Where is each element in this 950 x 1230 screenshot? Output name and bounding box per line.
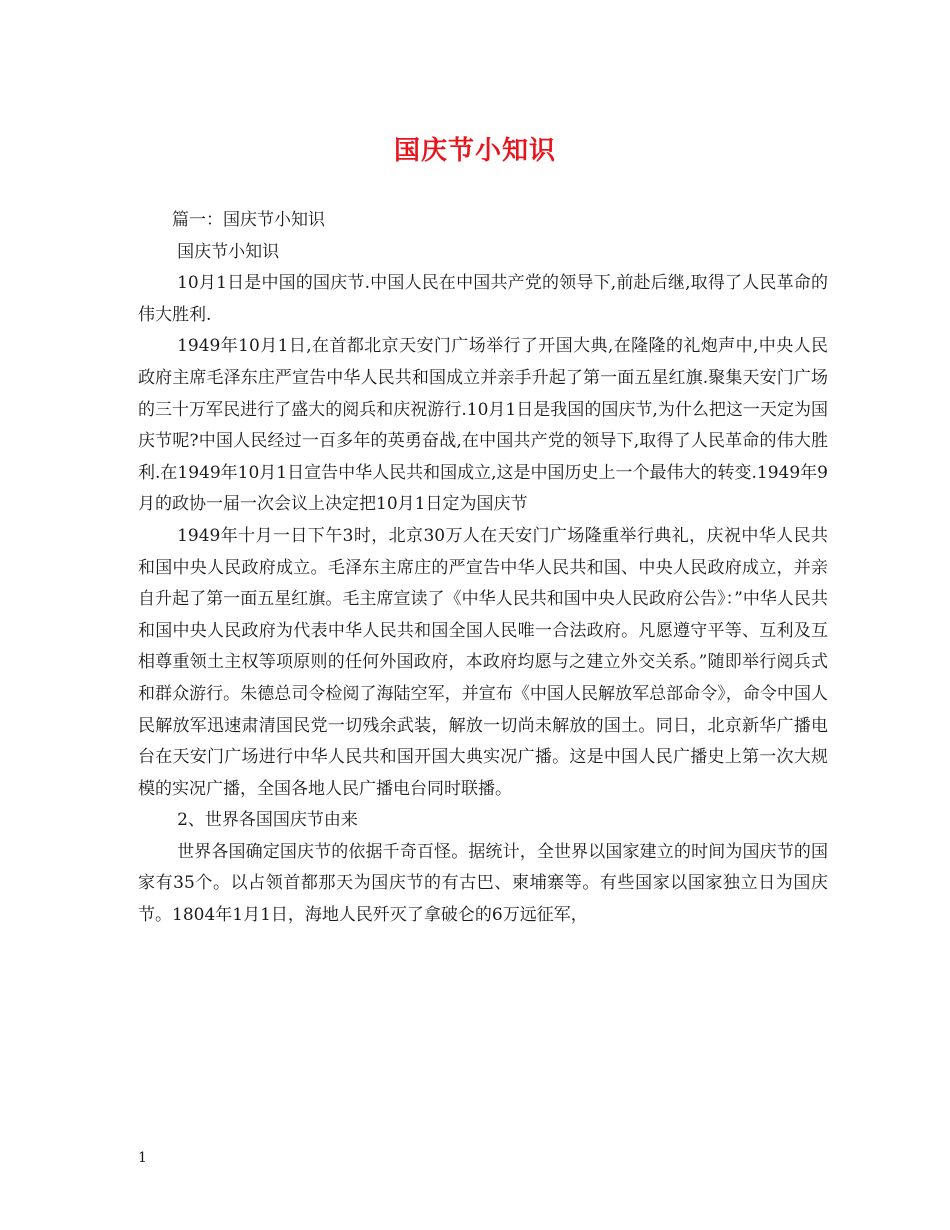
page-number: 1 [138, 1150, 147, 1166]
body-paragraph: 世界各国确定国庆节的依据千奇百怪。据统计，全世界以国家建立的时间为国庆节的国家有35个。以占领首都那天为国庆节的有古巴、柬埔寨等。有些国家以国家独立日为国庆节。1804年1月1日，海地人民歼灭了拿破仑的6万远征军， [138, 841, 828, 926]
body-paragraph: 1949年十月一日下午3时，北京30万人在天安门广场隆重举行典礼，庆祝中华人民共和国中央人民政府成立。毛泽东主席庄的严宣告中华人民共和国、中央人民政府成立，并亲自升起了第一面五星红旗。毛主席宣读了《中华人民共和国中央人民政府公告》：”中华人民共和国中央人民政府为代表中华人民共和国全国人民唯一合法政府。凡愿遵守平等、互利及互相尊重领土主权等项原则的任何外国政府，本政府均愿与之建立外交关系。”随即举行阅兵式和群众游行。朱德总司令检阅了海陆空军，并宣布《中国人民解放军总部命令》，命令中国人民解放军迅速肃清国民党一切残余武装，解放一切尚未解放的国土。同日，北京新华广播电台在天安门广场进行中华人民共和国开国大典实况广播。这是中国人民广播史上第一次大规模的实况广播，全国各地人民广播电台同时联播。 [138, 525, 828, 799]
document-body [138, 205, 828, 932]
subtitle-paragraph: 国庆节小知识 [177, 241, 280, 262]
body-paragraph: 1949年10月1日,在首都北京天安门广场举行了开国大典,在隆隆的礼炮声中,中央人民政府主席毛泽东庄严宣告中华人民共和国成立并亲手升起了第一面五星红旗.聚集天安门广场的三十万军民进行了盛大的阅兵和庆祝游行.10月1日是我国的国庆节,为什么把这一天定为国庆节呢?中国人民经过一百多年的英勇奋战,在中国共产党的领导下,取得了人民革命的伟大胜利.在1949年10月1日宣告中华人民共和国成立,这是中国历史上一个最伟大的转变.1949年9月的政协一届一次会议上决定把10月1日定为国庆节 [138, 336, 829, 515]
body-paragraph: 10月1日是中国的国庆节.中国人民在中国共产党的领导下,前赴后继,取得了人民革命的伟大胜利. [138, 273, 828, 325]
section-heading: 篇一：国庆节小知识 [172, 210, 325, 230]
document-title: 国庆节小知识 [393, 136, 556, 166]
section-heading: 2、世界各国国庆节由来 [177, 810, 358, 831]
